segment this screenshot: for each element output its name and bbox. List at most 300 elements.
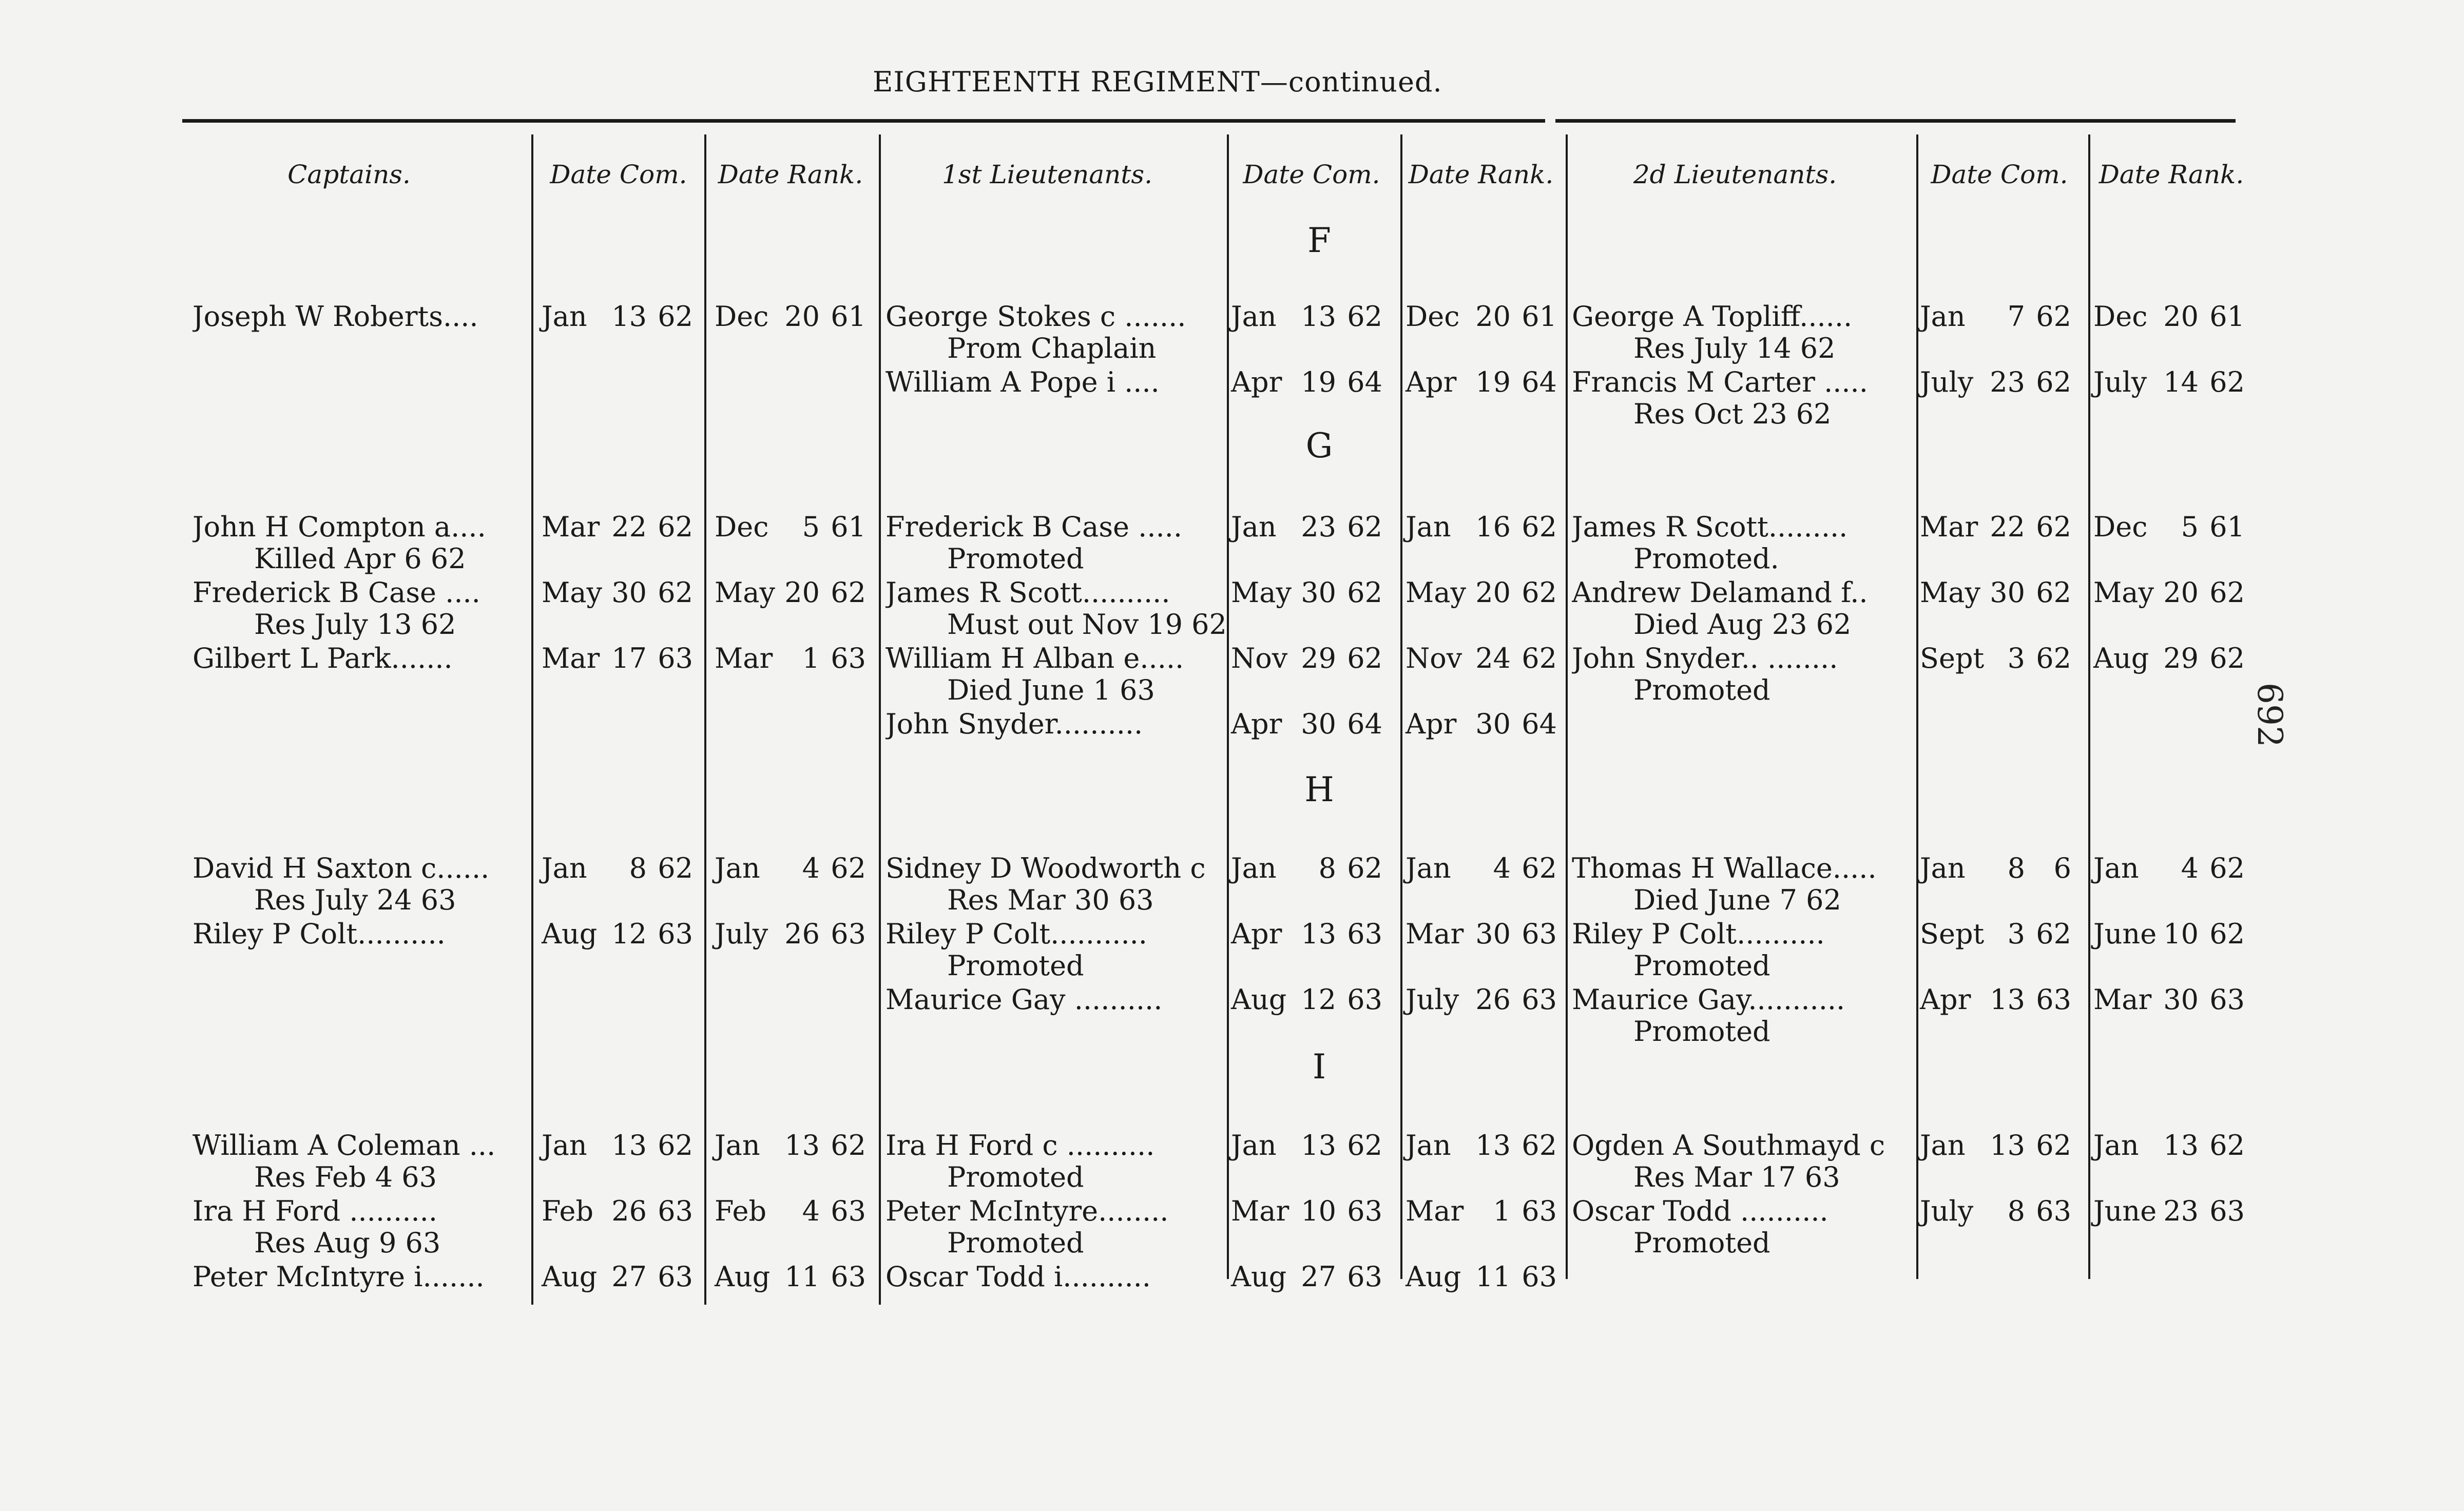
officer-name: John H Compton a.... [192,511,486,543]
date-month: Jan [1231,852,1277,884]
date-month: Apr [1406,708,1457,740]
officer-name: Francis M Carter ..... [1572,366,1868,398]
date-month: Jan [1231,300,1277,333]
officer-name: Maurice Gay .......... [886,983,1163,1016]
page-title: EIGHTEENTH REGIMENT—continued. [873,66,1442,98]
officer-name: Joseph W Roberts.... [192,300,478,333]
column-rule [531,134,533,1305]
date-year: 63 [658,918,693,950]
date-commissioned [1231,1195,1395,1228]
company-letter: G [1305,426,1333,466]
date-rank [2093,1195,2258,1228]
date-rank [1406,366,1570,399]
date-day: 29 [1301,642,1336,674]
column-rule [1400,134,1402,1279]
officer-name: Ira H Ford c .......... [886,1129,1155,1161]
date-day: 22 [1990,511,2025,543]
officer-name: James R Scott.......... [886,576,1170,609]
date-day: 12 [611,918,647,950]
officer-note: Res Feb 4 63 [254,1161,437,1193]
date-day: 30 [1475,918,1511,950]
date-day: 13 [1475,1129,1511,1161]
officer-name: Sidney D Woodworth c [886,852,1206,884]
officer-note: Promoted [947,950,1084,982]
date-commissioned [1231,852,1395,885]
date-rank [2093,1129,2258,1162]
officer-name: William A Pope i .... [886,366,1160,398]
date-month: May [1920,576,1980,609]
date-commissioned [1920,576,2084,609]
date-year: 62 [1522,511,1557,543]
column-rule [1227,134,1229,1279]
date-month: Jan [1231,511,1277,543]
date-rank [715,1261,879,1293]
date-day: 22 [611,511,647,543]
date-day: 13 [611,1129,647,1161]
date-rank [2093,642,2258,675]
date-rank [1406,852,1570,885]
date-month: Jan [1406,852,1451,884]
officer-note: Promoted [1633,674,1770,706]
officer-name: Oscar Todd i.......... [886,1261,1151,1293]
date-year: 62 [2209,852,2245,884]
date-day: 30 [1301,576,1336,609]
date-month: July [2093,366,2147,398]
date-month: July [715,918,768,950]
date-rank [715,1195,879,1228]
date-day: 8 [629,852,647,884]
date-year: 64 [1522,708,1557,740]
date-month: Aug [715,1261,771,1293]
date-month: Jan [1920,300,1966,333]
date-month: July [1920,366,1974,398]
date-year: 63 [831,642,866,674]
date-year: 63 [1522,1261,1557,1293]
officer-note: Promoted [947,1227,1084,1259]
date-month: Mar [1406,918,1464,950]
date-month: Jan [1406,1129,1451,1161]
date-month: Mar [542,511,600,543]
date-month: Dec [2093,300,2148,333]
date-year: 62 [831,1129,866,1161]
officer-note: Res July 24 63 [254,884,456,916]
date-year: 63 [2209,983,2245,1016]
header-date-rank-1: Date Rank. [718,160,863,189]
officer-note: Res Mar 30 63 [947,884,1154,916]
date-year: 62 [1522,576,1557,609]
date-commissioned [1231,511,1395,544]
date-commissioned [1231,1261,1395,1293]
date-year: 61 [2209,511,2245,543]
date-day: 1 [1493,1195,1511,1227]
date-year: 63 [1347,983,1382,1016]
date-rank [715,576,879,609]
date-day: 17 [611,642,647,674]
date-commissioned [542,642,706,675]
officer-name: Maurice Gay........... [1572,983,1845,1016]
date-month: Apr [1406,366,1457,398]
date-rank [1406,983,1570,1016]
date-day: 10 [2163,918,2199,950]
date-commissioned [1231,708,1395,741]
officer-name: Oscar Todd .......... [1572,1195,1828,1227]
date-month: May [1406,576,1466,609]
officer-name: William A Coleman ... [192,1129,496,1161]
date-day: 13 [2163,1129,2199,1161]
date-year: 63 [831,918,866,950]
date-commissioned [1231,918,1395,951]
date-day: 5 [2181,511,2199,543]
header-date-com-2: Date Com. [1243,160,1380,189]
date-month: May [1231,576,1292,609]
date-month: May [2093,576,2154,609]
date-rank [2093,852,2258,885]
date-day: 26 [784,918,820,950]
date-year: 63 [1522,1195,1557,1227]
date-commissioned [1920,642,2084,675]
header-date-rank-2: Date Rank. [1408,160,1554,189]
date-month: May [542,576,602,609]
date-day: 14 [2163,366,2199,398]
date-month: Jan [2093,852,2139,884]
date-year: 62 [2209,918,2245,950]
date-rank [715,511,879,544]
header-date-com-3: Date Com. [1931,160,2068,189]
date-month: Dec [715,511,769,543]
date-day: 11 [1475,1261,1511,1293]
date-rank [1406,918,1570,951]
date-year: 62 [658,576,693,609]
date-year: 63 [658,1195,693,1227]
date-month: Apr [1231,366,1282,398]
date-commissioned [1231,983,1395,1016]
officer-name: George A Topliff...... [1572,300,1853,333]
date-rank [2093,983,2258,1016]
date-month: Feb [715,1195,767,1227]
column-rule [879,134,881,1305]
date-month: Jan [1406,511,1451,543]
date-month: Jan [1231,1129,1277,1161]
date-rank [715,852,879,885]
officer-name: Thomas H Wallace..... [1572,852,1877,884]
date-year: 63 [831,1261,866,1293]
date-rank [1406,300,1570,333]
date-year: 63 [1347,1195,1382,1227]
date-year: 62 [1347,642,1382,674]
date-day: 20 [784,576,820,609]
date-day: 19 [1475,366,1511,398]
date-year: 64 [1522,366,1557,398]
officer-name: John Snyder.......... [886,708,1143,740]
date-day: 13 [1301,300,1336,333]
page-number: 692 [2250,683,2289,747]
officer-note: Promoted [947,543,1084,575]
date-day: 20 [1475,576,1511,609]
officer-name: Frederick B Case ..... [886,511,1182,543]
date-rank [1406,708,1570,741]
date-day: 23 [1990,366,2025,398]
date-commissioned [1920,983,2084,1016]
officer-note: Res July 14 62 [1633,332,1836,364]
date-month: Nov [1231,642,1288,674]
date-rank [715,1129,879,1162]
company-letter: F [1307,221,1331,260]
date-month: Aug [542,918,598,950]
date-month: Jan [715,1129,760,1161]
date-day: 26 [1475,983,1511,1016]
officer-name: Peter McIntyre i....... [192,1261,485,1293]
date-month: Jan [542,1129,587,1161]
date-year: 62 [1522,1129,1557,1161]
date-year: 62 [1347,852,1382,884]
date-day: 12 [1301,983,1336,1016]
header-first-lieutenants: 1st Lieutenants. [942,160,1152,189]
date-year: 62 [2036,642,2071,674]
date-year: 62 [1522,642,1557,674]
officer-note: Promoted [1633,1227,1770,1259]
date-day: 8 [1318,852,1336,884]
title-rule-gap [1545,116,1555,124]
date-month: Jan [1920,1129,1966,1161]
date-month: July [1920,1195,1974,1227]
header-date-com-1: Date Com. [550,160,687,189]
date-year: 63 [2036,983,2071,1016]
date-year: 63 [1522,983,1557,1016]
date-month: Mar [542,642,600,674]
date-day: 8 [2007,1195,2025,1227]
date-year: 63 [2209,1195,2245,1227]
date-year: 62 [658,852,693,884]
date-rank [715,300,879,333]
officer-name: Riley P Colt........... [886,918,1147,950]
date-day: 30 [1475,708,1511,740]
date-year: 62 [658,511,693,543]
date-year: 62 [658,300,693,333]
date-day: 4 [802,1195,820,1227]
date-day: 3 [2007,642,2025,674]
officer-name: William H Alban e..... [886,642,1184,674]
date-year: 62 [1522,852,1557,884]
date-day: 13 [1990,983,2025,1016]
date-month: Jan [1920,852,1966,884]
officer-note: Res July 13 62 [254,608,456,641]
date-day: 7 [2007,300,2025,333]
officer-name: David H Saxton c...... [192,852,490,884]
officer-note: Must out Nov 19 62 [947,608,1227,641]
date-rank [2093,918,2258,951]
date-month: Dec [1406,300,1460,333]
date-year: 63 [831,1195,866,1227]
title-rule [182,119,2236,123]
officer-name: Gilbert L Park....... [192,642,453,674]
date-day: 26 [611,1195,647,1227]
date-commissioned [1920,1195,2084,1228]
officer-name: Ogden A Southmayd c [1572,1129,1885,1161]
date-year: 61 [831,300,866,333]
date-month: Mar [2093,983,2152,1016]
date-month: Aug [1231,1261,1287,1293]
officer-name: Andrew Delamand f.. [1572,576,1868,609]
date-day: 20 [784,300,820,333]
date-year: 62 [2036,300,2071,333]
date-commissioned [1920,1129,2084,1162]
date-year: 62 [831,576,866,609]
date-year: 62 [2036,918,2071,950]
date-year: 62 [2209,642,2245,674]
date-year: 64 [1347,708,1382,740]
date-day: 13 [611,300,647,333]
officer-note: Killed Apr 6 62 [254,543,466,575]
date-month: Mar [715,642,773,674]
officer-name: George Stokes c ....... [886,300,1186,333]
column-rule [1916,134,1918,1279]
date-year: 62 [658,1129,693,1161]
date-commissioned [1231,300,1395,333]
officer-note: Died Aug 23 62 [1633,608,1852,641]
date-year: 63 [1347,1261,1382,1293]
date-year: 61 [831,511,866,543]
column-rule [2088,134,2090,1279]
date-year: 63 [658,1261,693,1293]
date-day: 4 [802,852,820,884]
officer-name: Riley P Colt.......... [1572,918,1825,950]
date-rank [2093,511,2258,544]
date-year: 62 [831,852,866,884]
date-month: Aug [1406,1261,1461,1293]
date-month: Apr [1920,983,1971,1016]
date-commissioned [542,300,706,333]
date-rank [1406,1129,1570,1162]
officer-note: Promoted [1633,950,1770,982]
company-letter: I [1312,1047,1326,1087]
date-year: 61 [1522,300,1557,333]
date-day: 23 [2163,1195,2199,1227]
date-rank [1406,511,1570,544]
date-commissioned [542,1261,706,1293]
officer-note: Died June 1 63 [947,674,1155,706]
officer-note: Promoted [1633,1015,1770,1048]
date-commissioned [1231,576,1395,609]
date-commissioned [542,1195,706,1228]
date-year: 61 [2209,300,2245,333]
date-day: 4 [2181,852,2199,884]
date-year: 63 [658,642,693,674]
date-day: 10 [1301,1195,1336,1227]
officer-note: Res Aug 9 63 [254,1227,441,1259]
date-day: 24 [1475,642,1511,674]
date-day: 13 [1990,1129,2025,1161]
date-day: 27 [1301,1261,1336,1293]
date-month: Jan [542,300,587,333]
officer-name: James R Scott......... [1572,511,1848,543]
date-month: Aug [1231,983,1287,1016]
date-commissioned [1231,366,1395,399]
date-day: 30 [1301,708,1336,740]
date-rank [715,642,879,675]
date-month: June [2093,1195,2157,1227]
officer-name: Ira H Ford .......... [192,1195,437,1227]
date-year: 62 [1347,300,1382,333]
date-year: 62 [2209,366,2245,398]
date-day: 13 [784,1129,820,1161]
date-rank [2093,366,2258,399]
officer-name: John Snyder.. ........ [1572,642,1838,674]
header-second-lieutenants: 2d Lieutenants. [1633,160,1837,189]
date-day: 5 [802,511,820,543]
date-month: May [715,576,775,609]
date-commissioned [542,511,706,544]
date-commissioned [1920,511,2084,544]
date-day: 11 [784,1261,820,1293]
date-year: 62 [2036,511,2071,543]
date-month: June [2093,918,2157,950]
date-day: 16 [1475,511,1511,543]
officer-name: Frederick B Case .... [192,576,480,609]
officer-note: Promoted [947,1161,1084,1193]
date-commissioned [1920,918,2084,951]
date-rank [715,918,879,951]
date-commissioned [542,918,706,951]
date-commissioned [1920,300,2084,333]
date-month: Dec [2093,511,2148,543]
date-year: 63 [2036,1195,2071,1227]
company-letter: H [1304,770,1334,809]
date-day: 30 [2163,983,2199,1016]
officer-note: Died June 7 62 [1633,884,1841,916]
date-month: Apr [1231,918,1282,950]
date-year: 62 [1347,511,1382,543]
date-day: 19 [1301,366,1336,398]
officer-name: Riley P Colt.......... [192,918,446,950]
date-month: Sept [1920,918,1985,950]
date-day: 20 [1475,300,1511,333]
officer-note: Prom Chaplain [947,332,1157,364]
date-year: 62 [2036,1129,2071,1161]
date-rank [2093,300,2258,333]
date-month: Apr [1231,708,1282,740]
date-month: July [1406,983,1459,1016]
date-day: 20 [2163,576,2199,609]
date-rank [2093,576,2258,609]
officer-name: Peter McIntyre........ [886,1195,1169,1227]
date-month: Mar [1406,1195,1464,1227]
date-commissioned [1231,642,1395,675]
date-year: 62 [2209,576,2245,609]
date-month: Jan [2093,1129,2139,1161]
date-day: 3 [2007,918,2025,950]
date-day: 23 [1301,511,1336,543]
date-rank [1406,1261,1570,1293]
date-commissioned [542,576,706,609]
date-month: Mar [1920,511,1978,543]
date-month: Nov [1406,642,1462,674]
date-month: Jan [542,852,587,884]
officer-note: Promoted. [1633,543,1779,575]
date-year: 6 [2053,852,2071,884]
date-year: 63 [1522,918,1557,950]
date-year: 64 [1347,366,1382,398]
date-month: Mar [1231,1195,1289,1227]
date-day: 30 [1990,576,2025,609]
date-day: 30 [611,576,647,609]
date-rank [1406,642,1570,675]
date-day: 29 [2163,642,2199,674]
date-commissioned [1920,366,2084,399]
officer-note: Res Oct 23 62 [1633,398,1832,430]
date-day: 13 [1301,1129,1336,1161]
date-commissioned [1920,852,2084,885]
date-day: 20 [2163,300,2199,333]
